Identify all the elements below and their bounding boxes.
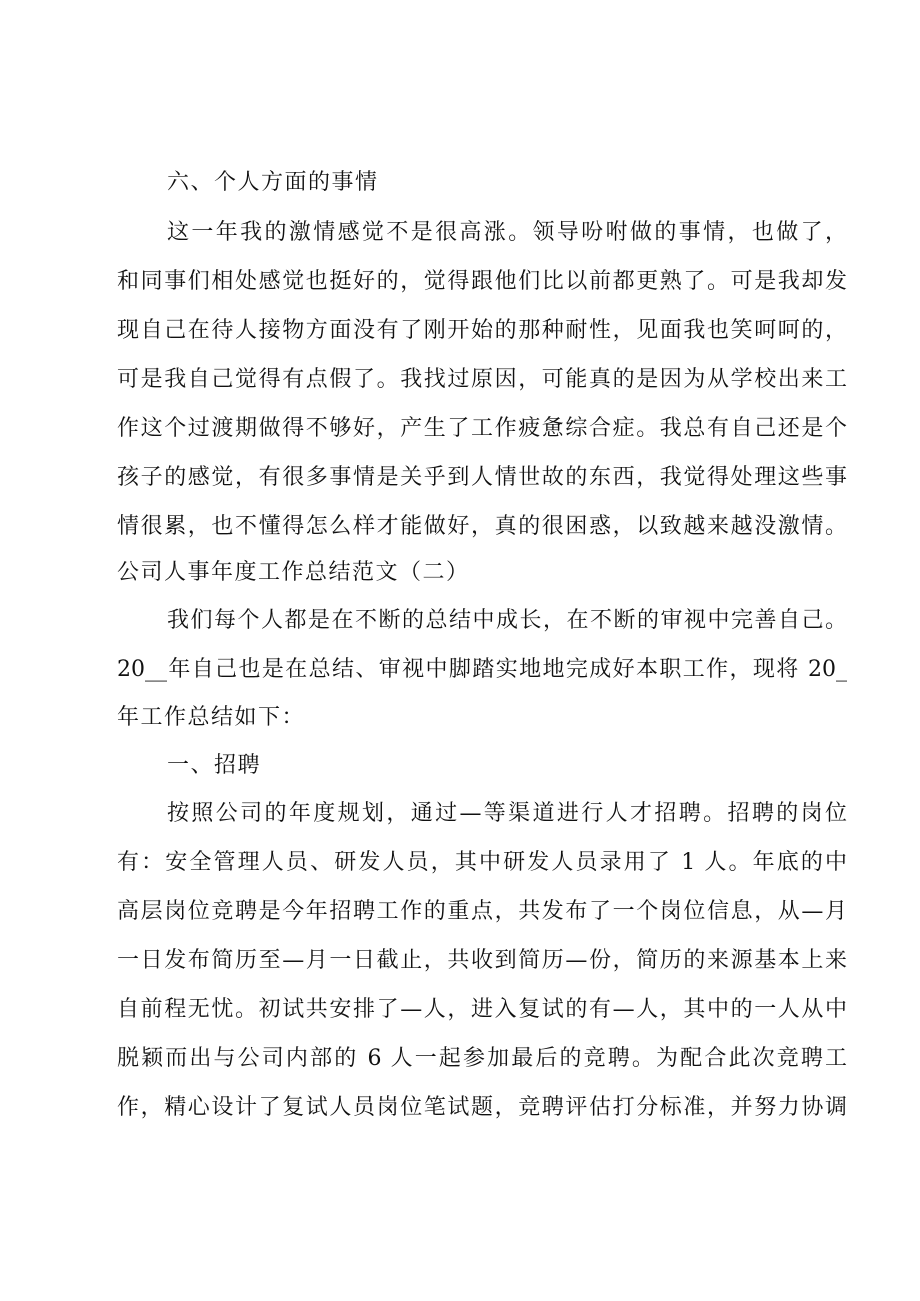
paragraph-line: 自前程无忧。初试共安排了—人，进入复试的有—人，其中的一人从中 — [117, 997, 847, 1022]
section-heading-personal: 六、个人方面的事情 — [167, 170, 379, 195]
paragraph-line: 孩子的感觉，有很多事情是关乎到人情世故的东西，我觉得处理这些事 — [117, 465, 847, 490]
paragraph-line: 高层岗位竞聘是今年招聘工作的重点，共发布了一个岗位信息，从—月 — [117, 899, 847, 924]
section-heading-recruitment: 一、招聘 — [167, 753, 262, 778]
paragraph-line: 我们每个人都是在不断的总结中成长，在不断的审视中完善自己。 — [167, 608, 847, 633]
paragraph-line: 作，精心设计了复试人员岗位笔试题，竞聘评估打分标准，并努力协调 — [117, 1095, 847, 1120]
paragraph-line: 可是我自己觉得有点假了。我找过原因，可能真的是因为从学校出来工 — [117, 367, 847, 392]
paragraph-line: 20__年自己也是在总结、审视中脚踏实地地完成好本职工作，现将 20_ — [117, 657, 847, 682]
paragraph-line: 现自己在待人接物方面没有了刚开始的那种耐性，见面我也笑呵呵的， — [117, 318, 847, 343]
paragraph-line: 和同事们相处感觉也挺好的，觉得跟他们比以前都更熟了。可是我却发 — [117, 269, 847, 294]
document-title: 公司人事年度工作总结范文（二） — [117, 560, 470, 585]
paragraph-line: 有：安全管理人员、研发人员，其中研发人员录用了 1 人。年底的中 — [117, 850, 847, 875]
paragraph-line: 一日发布简历至—月一日截止，共收到简历—份，简历的来源基本上来 — [117, 948, 847, 973]
paragraph-line: 年工作总结如下： — [117, 705, 306, 730]
paragraph-line: 情很累，也不懂得怎么样才能做好，真的很困惑，以致越来越没激情。 — [117, 514, 847, 539]
paragraph-line: 按照公司的年度规划，通过—等渠道进行人才招聘。招聘的岗位 — [167, 801, 847, 826]
paragraph-line: 脱颖而出与公司内部的 6 人一起参加最后的竞聘。为配合此次竞聘工 — [117, 1046, 847, 1071]
paragraph-line: 作这个过渡期做得不够好，产生了工作疲惫综合症。我总有自己还是个 — [117, 416, 847, 441]
paragraph-line: 这一年我的激情感觉不是很高涨。领导吩咐做的事情，也做了， — [167, 220, 847, 245]
